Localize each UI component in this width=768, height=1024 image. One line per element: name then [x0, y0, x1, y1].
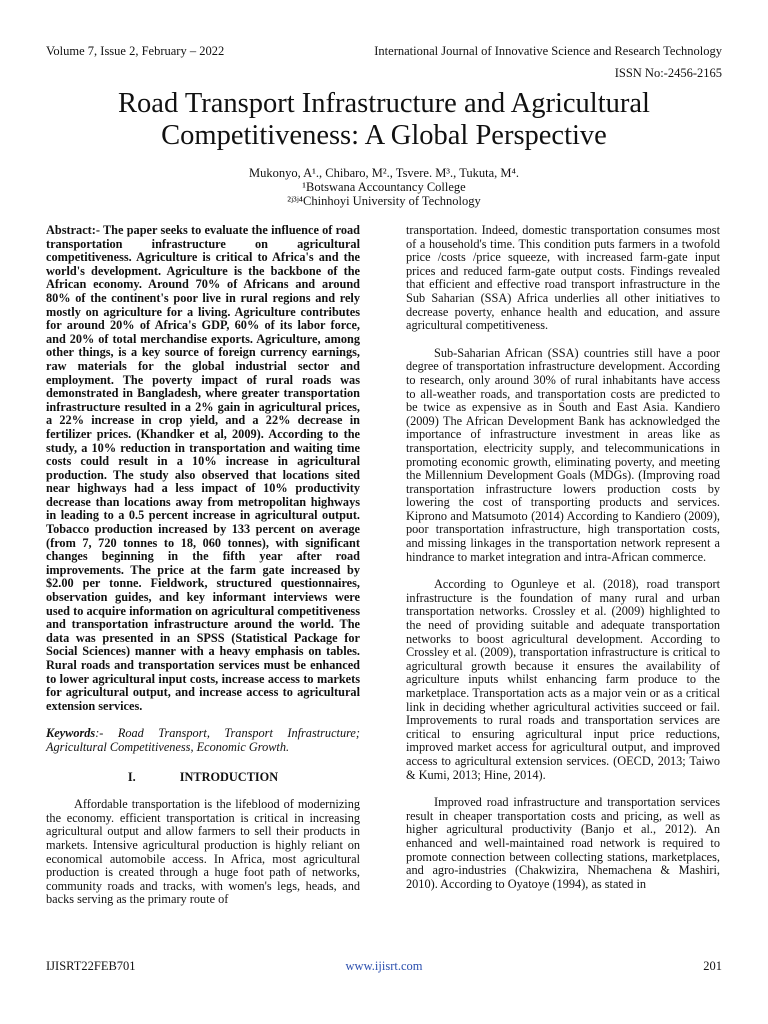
body-paragraph-4: Improved road infrastructure and transportation services result in cheaper transportation costs and pricing, as well as higher agricultural productivity (Banjo et al., 2012). An enhanced and well-maintained road network is required to promote connection between collecting stations, marketplaces, and agro-industries (Chakwizira, Nhemachena & Mashiri, 2010). According to Oyatoye (1994), as stated in	[406, 795, 720, 891]
intro-paragraph-1: Affordable transportation is the lifeblood of modernizing the economy. efficient transportation is critical in increasing agricultural output and allow farmers to sell their products in markets. Intensive agricultural production is highly reliant on economical automobile access. In Africa, most agricultural production is created through a huge foot path of networks, community roads and tracks, with women's legs, heads, and backs serving as the primary route of	[46, 797, 360, 907]
affiliation-1: ¹Botswana Accountancy College	[302, 180, 466, 194]
keywords	[46, 727, 360, 754]
page-number: 201	[703, 959, 722, 973]
left-column	[46, 224, 360, 907]
keywords-text: :- Road Transport, Transport Infrastructure; Agricultural Competitiveness, Economic Growth.	[46, 726, 360, 754]
running-header-journal: International Journal of Innovative Science and Research Technology	[374, 44, 722, 58]
paper-title: Road Transport Infrastructure and Agricultural Competitiveness: A Global Perspective	[118, 88, 650, 151]
section-title: INTRODUCTION	[179, 769, 279, 784]
author-block	[40, 166, 728, 208]
abstract: Abstract:- The paper seeks to evaluate the influence of road transportation infrastructure on agricultural competitiveness. Agriculture is critical to Africa's and the world's development. Agriculture is the backbone of the African economy. Around 70% of Africans and around 80% of the continent's poor live in rural regions and rely mostly on agriculture for a living. Agriculture contributes for around 20% of Africa's GDP, 60% of its labor force, and 20% of total merchandise exports. Agriculture, among other things, is a key source of foreign currency earnings, raw materials for the global industrial sector and employment. The poverty impact of rural roads was demonstrated in Bangladesh, where greater transportation infrastructure resulted in a 2% gain in agricultural prices, a 22% increase in crop yield, and a 22% decrease in fertilizer prices. (Khandker et al, 2009). According to the study, a 10% reduction in transportation and waiting time costs could result in a 10% increase in agricultural production. The study also observed that locations sited near highways had a less impact of 10% productivity decrease than locations away from metropolitan highways in leading to a 0.5 percent increase in agricultural output. Tobacco production increased by 133 percent on average (from 7, 720 tonnes to 18, 060 tonnes), with significant changes beginning in the fifth year after road improvements. The price at the farm gate increased by $2.00 per tonne. Fieldwork, structured questionnaires, observation guides, and key informant interviews were used to acquire information on agricultural competitiveness and transportation infrastructure around the world. The data was presented in an SPSS (Statistical Package for Social Sciences) manner with a heavy emphasis on tables. Rural roads and transportation services must be enhanced to lower agricultural input costs, increase access to markets for agricultural output, and increase access to agricultural extension services.	[46, 223, 360, 713]
keywords-label: Keywords	[46, 726, 96, 741]
footer-website-link[interactable]: www.ijisrt.com	[345, 959, 423, 973]
affiliation-2: ²ʲ³ʲ⁴Chinhoyi University of Technology	[287, 194, 481, 208]
body-paragraph-1: transportation. Indeed, domestic transportation consumes most of a household's time. This condition puts farmers in a twofold price /costs /price squeeze, with increased farm-gate input prices and reduced farm-gate output costs. Findings revealed that efficient and effective road transport infrastructure in the Sub Saharian (SSA) Africa underlies all other initiatives to decrease poverty, enhance health and education, and assure agricultural competitiveness.	[406, 223, 720, 333]
footer-paper-id: IJISRT22FEB701	[46, 959, 136, 973]
body-paragraph-3: According to Ogunleye et al. (2018), road transport infrastructure is the foundation of many rural and urban transportation networks. Crossley et al. (2009) highlighted to the need of providing suitable and adequate transportation networks to boost agricultural development. According to Crossley et al. (2009), transportation infrastructure is critical to agricultural growth because it ensures the availability of agriculture inputs whilst enhancing farm produce to the marketplace. Transportation acts as a major vein or as a critical link in deciding whether agricultural activities succeed or fail. Improvements to rural roads and transportation services are critical to ensuring agricultural input price reductions, improved market access for agricultural output, and improved access to agricultural extension services. (OECD, 2013; Taiwo & Kumi, 2013; Hine, 2014).	[406, 577, 720, 782]
right-column	[406, 224, 720, 891]
author-names: Mukonyo, A¹., Chibaro, M²., Tsvere. M³., Tukuta, M⁴.	[248, 166, 520, 180]
body-paragraph-2: Sub-Saharian African (SSA) countries still have a poor degree of transportation infrastructure development. According to research, only around 30% of rural inhabitants have access to all-weather roads, and transportation costs are predicted to be twice as expensive as in South and East Asia. Kandiero (2009) The African Development Bank has acknowledged the importance of infrastructure investment in areas like as transportation, electricity supply, and telecommunications in promoting economic growth, eliminating poverty, and meeting the Millennium Development Goals (MDGs). (Improving road transportation infrastructure lowers production costs by lowering the cost of transporting products and services. Kiprono and Matsumoto (2014) According to Kandiero (2009), poor transportation infrastructure, high transportation costs, and missing linkages in the transportation network represent a hindrance to market integration and intra-African commerce.	[406, 345, 720, 564]
section-heading	[46, 771, 360, 785]
section-number: I.	[127, 769, 136, 784]
running-header-volume: Volume 7, Issue 2, February – 2022	[46, 44, 225, 58]
issn-number: ISSN No:-2456-2165	[614, 66, 722, 80]
